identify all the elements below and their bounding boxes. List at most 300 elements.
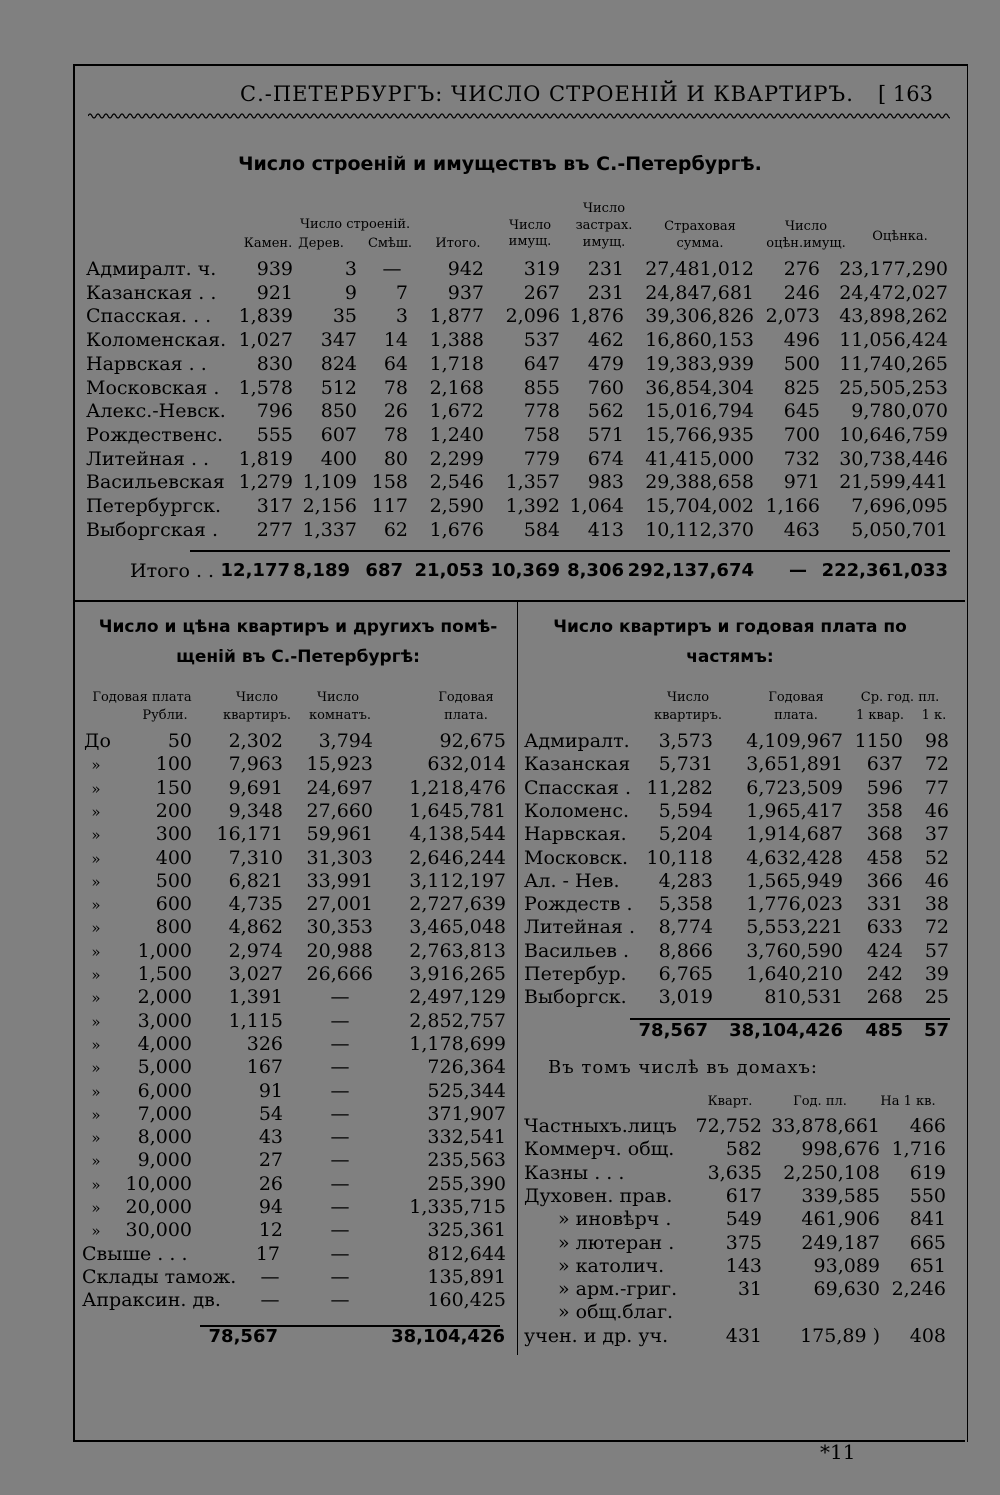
t3-row-avg-apartment: 268 (866, 986, 903, 1009)
t3-row-avg-apartment: 1150 (854, 730, 903, 752)
t2-total-payment: 38,104,426 (391, 1326, 505, 1347)
t2-col-header: квартиръ. (222, 708, 292, 723)
t2-row-payment: 235,563 (427, 1149, 506, 1172)
t1-cell: 7,696,095 (851, 495, 948, 517)
t2-row-rooms: — (330, 1009, 350, 1032)
t4-row-apartments: 582 (725, 1138, 762, 1161)
t2-row-payment: 92,675 (439, 730, 506, 752)
t4-row-payment: 93,089 (813, 1254, 880, 1277)
t1-row-label: Адмиралт. ч. (86, 258, 217, 280)
t4-row-payment: 175,89 ) (800, 1324, 880, 1347)
t4-row-payment: 2,250,108 (783, 1161, 880, 1184)
t2-row-apartments: 7,963 (228, 753, 283, 776)
t3-row-payment: 5,553,221 (746, 916, 843, 939)
t4-row-label: Духовен. прав. (524, 1184, 673, 1207)
t2-row-rooms: 15,923 (306, 753, 373, 776)
t4-row-apartments: 617 (725, 1184, 762, 1207)
t2-row-rooms: — (330, 1032, 350, 1055)
t3-row-avg-room: 52 (924, 846, 949, 869)
t4-row-per-apartment: 408 (909, 1324, 946, 1347)
table4-title: Въ томъ числѣ въ домахъ: (548, 1057, 818, 1078)
column-divider (517, 600, 518, 1355)
t2-row-payment: 371,907 (427, 1102, 506, 1125)
t1-cell: 1,357 (505, 471, 560, 494)
section-divider (75, 600, 965, 602)
t1-col-header: Число застрах. имущ. (575, 201, 633, 250)
t1-cell: 15,766,935 (645, 423, 754, 446)
table1-title: Число строенiй и имуществъ въ С.-Петербургѣ. (238, 153, 762, 175)
t2-row-apartments: 3,027 (228, 963, 283, 985)
t1-cell: 3 (344, 258, 357, 280)
t3-row-payment: 810,531 (764, 986, 843, 1009)
t3-row-avg-apartment: 458 (866, 846, 903, 869)
t1-cell: 1,027 (238, 329, 293, 352)
t3-row-payment: 1,965,417 (746, 799, 843, 822)
t1-cell: 10,646,759 (839, 423, 948, 446)
t1-cell: 246 (783, 281, 820, 304)
t1-row-label: Московская . (86, 376, 220, 399)
t1-cell: 584 (523, 518, 560, 541)
t1-cell: 700 (783, 423, 820, 446)
t2-row-payment: 2,763,813 (409, 939, 506, 962)
t3-total-avg-apartment: 485 (865, 1020, 903, 1041)
t1-cell: 15,016,794 (645, 400, 754, 423)
t2-row-apartments: 326 (246, 1032, 283, 1055)
t3-row-avg-room: 38 (924, 893, 949, 916)
t2-row-rent: 500 (155, 869, 192, 892)
t1-cell: 30,738,446 (839, 447, 948, 470)
t2-row-payment: 525,344 (427, 1079, 506, 1102)
t2-row-apartments: 54 (258, 1102, 283, 1125)
t1-cell: 855 (523, 376, 560, 399)
t1-cell: 462 (587, 329, 624, 352)
table3-title-line1: Число квартиръ и годовая плата по (553, 617, 907, 637)
t1-row-label: Рождественс. (86, 423, 224, 446)
t1-col-header: Число оцѣн.имущ. (766, 219, 846, 251)
t1-cell: 117 (371, 495, 408, 517)
t4-row-apartments: 549 (725, 1208, 762, 1231)
t2-row-prefix: » (91, 1199, 101, 1217)
t1-cell: 3 (395, 305, 408, 328)
t3-row-label: Ал. - Нев. (524, 869, 620, 892)
t2-extra-label: Свыше . . . (82, 1242, 188, 1265)
t3-row-label: Выборгск. (524, 986, 627, 1009)
t3-row-avg-room: 77 (924, 776, 949, 799)
t3-row-apartments: 6,765 (658, 963, 713, 985)
t1-cell: 400 (320, 447, 357, 470)
t4-row-apartments: 72,752 (695, 1115, 762, 1137)
t4-row-apartments: 31 (737, 1278, 762, 1301)
t1-cell: 2,590 (429, 495, 484, 517)
t1-col-header: Камен. (243, 236, 293, 251)
t2-row-rooms: 27,660 (306, 799, 373, 822)
t4-row-per-apartment: 2,246 (891, 1278, 946, 1301)
t1-cell: 9,780,070 (851, 400, 948, 423)
table3-title (520, 612, 940, 672)
t3-col-header: Ср. год. пл. (860, 690, 940, 705)
t1-cell: 1,109 (302, 471, 357, 494)
t1-cell: 413 (587, 518, 624, 541)
t1-col-header: Дерев. (298, 236, 344, 251)
t2-row-prefix: » (91, 802, 101, 821)
t1-cell: 1,388 (429, 329, 484, 352)
t1-row-label: Нарвская . . (86, 352, 207, 375)
t4-col-header: Год. пл. (793, 1094, 847, 1109)
t1-cell: 1,718 (429, 352, 484, 375)
t1-cell: 80 (383, 447, 408, 470)
t2-row-prefix: » (91, 1059, 101, 1078)
t1-cell: 1,337 (302, 518, 357, 541)
t2-row-payment: 726,364 (427, 1056, 506, 1079)
t1-cell: 64 (383, 352, 408, 375)
t1-row-label: Казанская . . (86, 281, 217, 304)
t1-cell: 24,472,027 (839, 281, 948, 304)
t2-row-payment: 3,465,048 (409, 916, 506, 939)
t2-row-rent: 30,000 (125, 1219, 192, 1242)
t3-row-avg-room: 57 (924, 939, 949, 962)
t1-cell: 778 (523, 400, 560, 423)
t3-row-label: Московск. (524, 846, 629, 869)
t2-extra-payment: 160,425 (427, 1289, 506, 1312)
t4-row-apartments: 375 (725, 1231, 762, 1254)
table2-title-line1: Число и цѣна квартиръ и другихъ помѣ- (98, 617, 498, 637)
t2-row-rent: 4,000 (137, 1032, 192, 1055)
t3-row-label: Рождеств . (524, 893, 633, 916)
t2-row-rooms: 31,303 (306, 846, 373, 869)
t1-cell: 231 (587, 258, 624, 280)
t1-cell: 562 (587, 400, 624, 423)
t2-row-apartments: 26 (258, 1172, 283, 1195)
page-number: [ 163 (878, 82, 933, 106)
t3-row-label: Казанская (524, 753, 631, 776)
t2-row-rooms: 59,961 (306, 823, 373, 846)
t1-cell: 555 (256, 423, 293, 446)
t3-row-label: Нарвская. (524, 823, 627, 846)
t2-row-rooms: 3,794 (318, 730, 373, 752)
t2-row-prefix: До (84, 730, 111, 752)
t1-cell: 2,096 (505, 305, 560, 328)
wavy-rule (88, 111, 950, 121)
t4-row-marker: » католич. (558, 1254, 665, 1277)
t2-row-prefix: » (91, 896, 101, 915)
t3-row-avg-apartment: 358 (866, 799, 903, 822)
t2-row-rooms: 33,991 (306, 869, 373, 892)
t1-cell: 500 (783, 352, 820, 375)
t2-row-payment: 1,178,699 (409, 1032, 506, 1055)
t3-row-avg-room: 98 (924, 730, 949, 752)
t1-cell: 937 (447, 281, 484, 304)
t4-row-label: Коммерч. общ. (524, 1138, 675, 1161)
t2-extra-payment: 135,891 (427, 1265, 506, 1288)
t2-row-payment: 1,335,715 (409, 1196, 506, 1218)
t1-cell: 39,306,826 (645, 305, 754, 328)
t2-row-apartments: 43 (258, 1126, 283, 1149)
t1-cell: 16,860,153 (645, 329, 754, 352)
t3-row-avg-room: 46 (924, 869, 949, 892)
t1-row-label: Васильевская (86, 471, 225, 494)
t1-cell: 277 (256, 518, 293, 541)
t1-cell: 11,740,265 (839, 352, 948, 375)
t1-cell: 5,050,701 (851, 518, 948, 541)
t3-row-label: Васильев . (524, 939, 630, 962)
t3-row-apartments: 3,019 (658, 986, 713, 1009)
t2-row-prefix: » (91, 849, 101, 868)
t2-extra-label: Апраксин. дв. (82, 1289, 221, 1312)
t3-row-avg-apartment: 633 (866, 916, 903, 939)
t1-cell: 231 (587, 281, 624, 304)
t3-row-apartments: 5,731 (658, 753, 713, 776)
t4-row-payment: 998,676 (801, 1138, 880, 1161)
t2-row-apartments: 4,735 (228, 893, 283, 916)
t1-cell: — (382, 258, 402, 280)
t3-row-avg-apartment: 366 (866, 869, 903, 892)
t2-extra-rooms: — (330, 1289, 350, 1312)
t1-total-cell: 222,361,033 (821, 560, 948, 581)
t2-row-prefix: » (91, 1035, 101, 1054)
t3-total-payment: 38,104,426 (729, 1020, 843, 1041)
t2-row-rooms: 26,666 (306, 963, 373, 985)
t3-row-apartments: 4,283 (658, 869, 713, 892)
t1-cell: 1,672 (429, 400, 484, 423)
t1-cell: 2,299 (429, 447, 484, 470)
t3-row-apartments: 5,204 (658, 823, 713, 846)
t2-row-apartments: 12 (258, 1219, 283, 1242)
t2-row-prefix: » (91, 966, 101, 984)
t2-extra-rooms: — (330, 1242, 350, 1265)
t2-row-rooms: 24,697 (306, 776, 373, 799)
t2-row-rooms: — (330, 1079, 350, 1102)
t2-col-header: Число (235, 690, 279, 705)
t2-extra-label: Склады тамож. (82, 1265, 237, 1288)
t3-row-payment: 3,651,891 (746, 753, 843, 776)
t4-row-per-apartment: 466 (909, 1115, 946, 1137)
t2-row-payment: 2,852,757 (409, 1009, 506, 1032)
t2-row-apartments: 16,171 (216, 823, 283, 846)
t3-row-avg-apartment: 242 (866, 963, 903, 985)
t1-cell: 11,056,424 (839, 329, 948, 352)
t2-extra-rooms: — (330, 1265, 350, 1288)
t3-row-apartments: 5,358 (658, 893, 713, 916)
t2-row-rent: 400 (155, 846, 192, 869)
t4-row-per-apartment: 1,716 (891, 1138, 946, 1161)
t1-cell: 2,073 (765, 305, 820, 328)
t2-col-header: Годовая плата (92, 690, 192, 705)
t2-row-apartments: 2,974 (228, 939, 283, 962)
t2-row-payment: 1,645,781 (409, 799, 506, 822)
t4-row-per-apartment: 550 (909, 1184, 946, 1207)
t1-cell: 78 (383, 376, 408, 399)
t1-cell: 27,481,012 (645, 258, 754, 280)
t2-row-apartments: 1,115 (228, 1009, 283, 1032)
t3-row-avg-room: 37 (924, 823, 949, 846)
t1-cell: 25,505,253 (839, 376, 948, 399)
t1-total-cell: 8,189 (293, 560, 350, 581)
t3-row-label: Спасская . (524, 776, 632, 799)
t2-extra-apartments: — (260, 1289, 280, 1312)
t2-row-rent: 10,000 (125, 1172, 192, 1195)
t1-cell: 1,279 (238, 471, 293, 494)
t2-col-header: Рубли. (142, 708, 188, 723)
t1-cell: 1,676 (429, 518, 484, 541)
t2-row-rooms: — (330, 1149, 350, 1172)
t3-col-header: 1 квар. (855, 708, 905, 723)
t2-row-rooms: 27,001 (306, 893, 373, 916)
t1-cell: 2,156 (302, 495, 357, 517)
t1-cell: 23,177,290 (839, 258, 948, 280)
t1-cell: 537 (523, 329, 560, 352)
t1-cell: 158 (371, 471, 408, 494)
t2-row-rent: 5,000 (137, 1056, 192, 1079)
t3-col-header: квартиръ. (653, 708, 723, 723)
t1-total-cell: 292,137,674 (627, 560, 754, 581)
t1-cell: 319 (523, 258, 560, 280)
t3-row-apartments: 3,573 (658, 730, 713, 752)
t2-row-payment: 2,497,129 (409, 986, 506, 1009)
t1-cell: 479 (587, 352, 624, 375)
t1-col-header: Смѣш. (367, 236, 413, 251)
t1-cell: 36,854,304 (645, 376, 754, 399)
signature-mark: *11 (820, 1440, 856, 1464)
t1-cell: 276 (783, 258, 820, 280)
t3-row-avg-apartment: 596 (866, 776, 903, 799)
t3-row-avg-room: 39 (924, 963, 949, 985)
t1-total-cell: 8,306 (567, 560, 624, 581)
t3-row-payment: 6,723,509 (746, 776, 843, 799)
t2-row-rent: 2,000 (137, 986, 192, 1009)
t3-row-avg-room: 72 (924, 916, 949, 939)
t1-cell: 14 (383, 329, 408, 352)
t3-row-avg-apartment: 368 (866, 823, 903, 846)
t3-col-header: плата. (774, 708, 818, 723)
t2-row-prefix: » (91, 1175, 101, 1194)
t3-row-apartments: 10,118 (646, 846, 713, 869)
t3-row-avg-apartment: 331 (866, 893, 903, 916)
t2-extra-payment: 812,644 (427, 1242, 506, 1265)
t1-cell: 1,392 (505, 495, 560, 517)
t2-row-rooms: 30,353 (306, 916, 373, 939)
t2-total-apartments: 78,567 (208, 1326, 278, 1347)
t1-cell: 43,898,262 (839, 305, 948, 328)
t1-cell: 24,847,681 (645, 281, 754, 304)
t2-row-rent: 50 (167, 730, 192, 752)
t1-cell: 267 (523, 281, 560, 304)
t1-cell: 347 (320, 329, 357, 352)
t1-cell: 645 (783, 400, 820, 423)
t2-row-payment: 632,014 (427, 753, 506, 776)
t1-total-cell: 687 (365, 560, 403, 581)
t2-row-prefix: » (91, 1105, 101, 1124)
t2-row-apartments: 167 (246, 1056, 283, 1079)
t1-col-header: Число имущ. (508, 218, 552, 249)
t1-row-label: Спасская. . . (86, 305, 212, 328)
t3-col-header: 1 к. (921, 708, 947, 723)
t1-cell: 647 (523, 352, 560, 375)
t4-row-payment: 339,585 (801, 1184, 880, 1207)
t1-cell: 62 (383, 518, 408, 541)
t1-row-label: Литейная . . (86, 447, 210, 470)
t1-cell: 1,578 (238, 376, 293, 399)
t2-row-prefix: » (91, 826, 101, 845)
t2-row-rent: 600 (155, 893, 192, 916)
t4-row-apartments: 143 (725, 1254, 762, 1277)
t1-total-cell: — (789, 560, 807, 581)
t1-total-label: Итого . . (130, 560, 215, 582)
t1-cell: 1,877 (429, 305, 484, 328)
t2-row-rent: 1,500 (137, 963, 192, 985)
t3-row-label: Петербур. (524, 963, 627, 985)
t3-row-payment: 4,632,428 (746, 846, 843, 869)
t4-row-per-apartment: 841 (909, 1208, 946, 1231)
t3-row-avg-room: 25 (924, 986, 949, 1009)
running-title: С.-ПЕТЕРБУРГЪ: ЧИСЛО СТРОЕНIЙ И КВАРТИРЪ. (240, 82, 854, 106)
t4-row-payment: 69,630 (813, 1278, 880, 1301)
t1-cell: 1,876 (569, 305, 624, 328)
t2-row-apartments: 6,821 (228, 869, 283, 892)
t3-row-payment: 1,914,687 (746, 823, 843, 846)
t1-group-header: Число строенiй. (300, 217, 411, 232)
t1-cell: 19,383,939 (645, 352, 754, 375)
t3-row-label: Адмиралт. (524, 730, 630, 752)
t1-cell: 1,819 (238, 447, 293, 470)
running-header (0, 76, 1000, 110)
t3-total-avg-room: 57 (923, 1020, 949, 1041)
t2-row-payment: 255,390 (427, 1172, 506, 1195)
t1-cell: 825 (783, 376, 820, 399)
t1-cell: 850 (320, 400, 357, 423)
t3-total-apartments: 78,567 (638, 1020, 708, 1041)
t2-row-rent: 8,000 (137, 1126, 192, 1149)
t2-row-rooms: — (330, 1102, 350, 1125)
t4-row-marker: » арм.-григ. (558, 1278, 678, 1301)
t2-row-apartments: 94 (258, 1196, 283, 1218)
t1-col-header: Страховая сумма. (664, 219, 736, 251)
t4-row-payment: 33,878,661 (771, 1115, 880, 1137)
t3-row-avg-room: 72 (924, 753, 949, 776)
t2-row-rent: 200 (155, 799, 192, 822)
t4-row-marker: » общ.благ. (558, 1301, 674, 1324)
t2-extra-apartments: 17 (255, 1242, 280, 1265)
t1-cell: 607 (320, 423, 357, 446)
t1-cell: 29,388,658 (645, 471, 754, 494)
t2-row-payment: 2,727,639 (409, 893, 506, 916)
t2-extra-apartments: — (260, 1265, 280, 1288)
t1-cell: 1,240 (429, 423, 484, 446)
t2-row-apartments: 1,391 (228, 986, 283, 1009)
t2-row-prefix: » (91, 1129, 101, 1148)
t1-cell: 317 (256, 495, 293, 517)
t3-row-apartments: 11,282 (646, 776, 713, 799)
t1-cell: 9 (344, 281, 357, 304)
t2-row-payment: 2,646,244 (409, 846, 506, 869)
t1-cell: 496 (783, 329, 820, 352)
t2-col-header: Число (316, 690, 360, 705)
t2-row-payment: 4,138,544 (409, 823, 506, 846)
t2-row-rent: 3,000 (137, 1009, 192, 1032)
t1-cell: 15,704,002 (645, 495, 754, 517)
t4-row-per-apartment: 665 (909, 1231, 946, 1254)
t4-row-label: Казны . . . (524, 1161, 625, 1184)
t1-cell: 2,168 (429, 376, 484, 399)
t1-cell: 1,166 (765, 495, 820, 517)
t1-cell: 1,839 (238, 305, 293, 328)
t2-row-payment: 1,218,476 (409, 776, 506, 799)
t2-row-payment: 332,541 (427, 1126, 506, 1149)
t1-cell: 10,112,370 (645, 518, 754, 541)
t1-cell: 512 (320, 376, 357, 399)
t1-cell: 78 (383, 423, 408, 446)
table2-title (78, 612, 518, 672)
t2-row-apartments: 9,348 (228, 799, 283, 822)
